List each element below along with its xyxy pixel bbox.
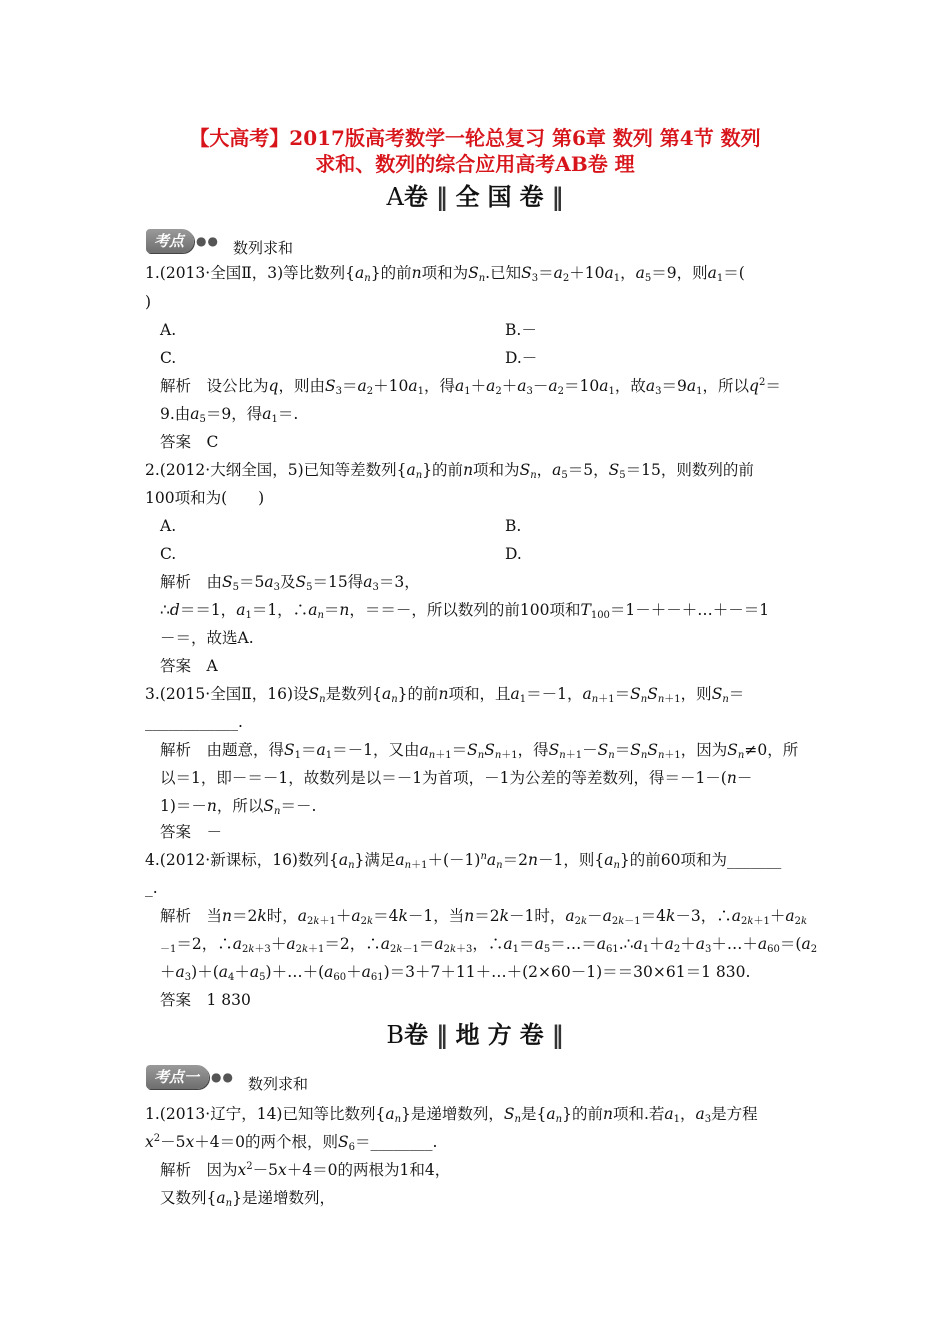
q1-solution-cont: 9.由$a_5=9$，得$a_1=$.	[160, 405, 299, 425]
q3-blank: ____________.	[145, 713, 243, 731]
b1-solution-cont: 又数列$\{a_n\}$是递增数列，	[160, 1189, 335, 1209]
b1-stem-cont: $x^2-5x+4=0$的两个根，则$S_6=\_\_\_\_\_\_\_\_$.	[145, 1133, 438, 1153]
section-b-heading	[0, 1020, 950, 1050]
q2-solution-cont2: －＝，故选A.	[160, 629, 254, 647]
kaodian-badge: 考点一	[146, 1065, 209, 1089]
kaodian-label: 数列求和	[247, 1074, 308, 1093]
q2-solution-cont: ∴d＝＝1，$a_1=1$，$\therefore a_n=n$，＝＝－，所以数列的前100项和$T_{100}=1-+-+\dots+-=1$	[160, 601, 770, 621]
q2-option-c: C.	[160, 545, 177, 563]
section-bar: ‖	[551, 182, 564, 211]
doc-title-line2: 求和、数列的综合应用高考AB卷 理	[315, 152, 635, 176]
q2-option-d: D.	[505, 545, 522, 563]
q3-solution-cont: 以＝1，即－＝－1，故数列是以＝－1为首项，－1为公差的等差数列，得＝－1－(n－	[160, 769, 753, 787]
q1-answer: 答案 C	[160, 433, 219, 451]
q2-stem-cont: 100项和为( )	[145, 489, 265, 507]
section-letter: B	[386, 1021, 404, 1049]
section-a-heading	[0, 182, 950, 212]
q3-stem: 3.(2015·全国Ⅱ，16)设$S_n$是数列$\{a_n\}$的前n项和，且$a_1=-1$，$a_{n+1}=S_nS_{n+1}$，则$S_n=$	[145, 685, 745, 705]
q1-option-c: C.	[160, 349, 177, 367]
section-label: 全国卷	[455, 182, 552, 211]
doc-title-line1: 【大高考】2017版高考数学一轮总复习 第6章 数列 第4节 数列	[189, 126, 761, 150]
section-label: 地方卷	[455, 1020, 552, 1049]
kaodian-label: 数列求和	[232, 238, 293, 257]
q1-stem-cont: )	[145, 293, 152, 311]
section-letter: A	[386, 183, 404, 211]
dots-icon: ●●	[211, 1070, 234, 1084]
b1-solution: 解析 因为$x^2-5x+4=0$的两根为1和4，	[160, 1161, 451, 1179]
q1-option-d: D.－	[505, 349, 538, 367]
q4-blank: _.	[145, 879, 158, 897]
q1-stem: 1.(2013·全国Ⅱ，3)等比数列$\{a_n\}$的前n项和为$S_n$.已知$S_3=a_2+10a_1$，$a_5=9$，则$a_1=$(	[145, 264, 745, 284]
section-name: 卷	[404, 1020, 436, 1049]
section-bar: ‖	[551, 1020, 564, 1049]
kaodian-tag	[146, 226, 293, 256]
q2-option-b: B.	[505, 517, 522, 535]
section-bar: ‖	[435, 182, 448, 211]
q1-option-b: B.－	[505, 321, 537, 339]
q2-option-a: A.	[160, 517, 177, 535]
q2-answer: 答案 A	[160, 657, 218, 675]
kaodian-badge: 考点	[146, 229, 194, 253]
dots-icon: ●●	[196, 234, 219, 248]
q4-solution-cont2: $+a_3)+(a_4+a_5)+\dots+(a_{60}+a_{61})=3+7+11+\dots+(2\times 60-1)==30\times 61=1$ 830.	[160, 963, 751, 983]
q1-solution: 解析 设公比为q，则由$S_3=a_2+10a_1$，得$a_1+a_2+a_3-a_2=10a_1$，故$a_3=9a_1$，所以$q^2=$	[160, 377, 781, 397]
section-name: 卷	[403, 182, 436, 211]
section-bar: ‖	[436, 1020, 448, 1049]
q4-solution-cont: $_{-1}$＝2，$\therefore a_{2k+3}+a_{2k+1}=2$，$\therefore a_{2k-1}=a_{2k+3}$，$\therefore a_1=a_5=\dots=a_{61}.\therefore a_1+a_2+a_3+\dots+a_{60}=(a_2$	[160, 935, 818, 955]
q1-option-a: A.	[160, 321, 177, 339]
q3-answer: 答案 －	[160, 823, 223, 841]
kaodian-tag	[146, 1062, 308, 1092]
q3-solution-cont2: 1)＝－n，所以$S_n=-$.	[160, 797, 317, 817]
b1-stem: 1.(2013·辽宁，14)已知等比数列$\{a_n\}$是递增数列，$S_n$是$\{a_n\}$的前n项和.若$a_1$，$a_3$是方程	[145, 1105, 758, 1125]
q4-answer: 答案 1 830	[160, 991, 251, 1009]
q2-solution: 解析 由$S_5=5a_3$及$S_5=15$得$a_3=3$，	[160, 573, 420, 593]
q2-stem: 2.(2012·大纲全国，5)已知等差数列$\{a_n\}$的前n项和为$S_n$，$a_5=5$，$S_5=15$，则数列的前	[145, 461, 754, 481]
q3-solution: 解析 由题意，得$S_1=a_1=-1$，又由$a_{n+1}=S_nS_{n+1}$，得$S_{n+1}-S_n=S_nS_{n+1}$，因为$S_n\ne 0$，所	[160, 741, 799, 761]
q4-stem: 4.(2012·新课标，16)数列$\{a_n\}$满足$a_{n+1}+(-1)^na_n=2n-1$，则$\{a_n\}$的前60项和为_______	[145, 851, 782, 871]
q4-solution: 解析 当n＝2k时，$a_{2k+1}+a_{2k}=4k-1$，当n＝2k－1时，$a_{2k}-a_{2k-1}=4k-3$，$\therefore a_{2k+1}+a_{2k}$	[160, 907, 808, 927]
